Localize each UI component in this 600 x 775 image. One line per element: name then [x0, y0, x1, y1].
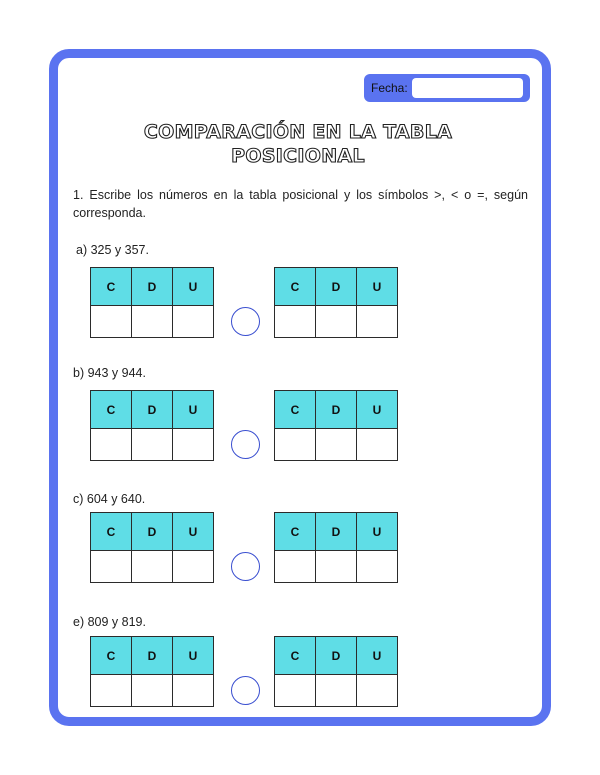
- exercise-a-symbol-circle[interactable]: [231, 307, 260, 336]
- date-box: [364, 74, 530, 102]
- answer-cell[interactable]: [275, 306, 316, 338]
- exercise-a-table-left: [90, 267, 214, 338]
- exercise-e-symbol-circle[interactable]: [231, 676, 260, 705]
- answer-cell[interactable]: [357, 306, 398, 338]
- exercise-b-table-left: [90, 390, 214, 461]
- exercise-c-label: c) 604 y 640.: [73, 492, 146, 506]
- header-u: U: [357, 513, 398, 551]
- exercise-b-table-right: [274, 390, 398, 461]
- page-title: [100, 120, 496, 168]
- answer-cell[interactable]: [316, 306, 357, 338]
- header-c: C: [275, 391, 316, 429]
- header-d: D: [132, 268, 173, 306]
- header-d: D: [316, 391, 357, 429]
- instruction-text: 1. Escribe los números en la tabla posicional y los símbolos >, < o =, según corresponda.: [73, 188, 528, 220]
- header-u: U: [357, 637, 398, 675]
- answer-cell[interactable]: [132, 675, 173, 707]
- answer-cell[interactable]: [91, 551, 132, 583]
- answer-cell[interactable]: [173, 675, 214, 707]
- answer-cell[interactable]: [91, 306, 132, 338]
- answer-cell[interactable]: [275, 429, 316, 461]
- exercise-c-table-left: [90, 512, 214, 583]
- header-c: C: [275, 268, 316, 306]
- exercise-a-label: a) 325 y 357.: [76, 243, 149, 257]
- answer-cell[interactable]: [357, 675, 398, 707]
- header-u: U: [173, 513, 214, 551]
- answer-cell[interactable]: [91, 675, 132, 707]
- header-c: C: [275, 637, 316, 675]
- answer-cell[interactable]: [91, 429, 132, 461]
- header-d: D: [316, 268, 357, 306]
- title-line-2: POSICIONAL: [231, 145, 365, 167]
- exercise-e-table-left: [90, 636, 214, 707]
- header-u: U: [173, 391, 214, 429]
- exercise-b-label: b) 943 y 944.: [73, 366, 146, 380]
- exercise-b-symbol-circle[interactable]: [231, 430, 260, 459]
- header-c: C: [91, 637, 132, 675]
- answer-cell[interactable]: [173, 306, 214, 338]
- header-u: U: [173, 637, 214, 675]
- exercise-c-symbol-circle[interactable]: [231, 552, 260, 581]
- header-c: C: [275, 513, 316, 551]
- answer-cell[interactable]: [132, 306, 173, 338]
- answer-cell[interactable]: [132, 429, 173, 461]
- header-d: D: [316, 637, 357, 675]
- date-label: Fecha:: [371, 81, 408, 95]
- exercise-e-table-right: [274, 636, 398, 707]
- title-line-1: COMPARACIÓN EN LA TABLA: [143, 121, 453, 143]
- header-u: U: [357, 268, 398, 306]
- exercise-c-table-right: [274, 512, 398, 583]
- answer-cell[interactable]: [275, 675, 316, 707]
- header-c: C: [91, 513, 132, 551]
- answer-cell[interactable]: [316, 551, 357, 583]
- answer-cell[interactable]: [173, 429, 214, 461]
- header-u: U: [357, 391, 398, 429]
- exercise-a-table-right: [274, 267, 398, 338]
- header-d: D: [316, 513, 357, 551]
- header-u: U: [173, 268, 214, 306]
- header-d: D: [132, 391, 173, 429]
- header-c: C: [91, 391, 132, 429]
- header-d: D: [132, 513, 173, 551]
- answer-cell[interactable]: [357, 429, 398, 461]
- exercise-e-label: e) 809 y 819.: [73, 615, 146, 629]
- answer-cell[interactable]: [275, 551, 316, 583]
- answer-cell[interactable]: [316, 429, 357, 461]
- header-d: D: [132, 637, 173, 675]
- answer-cell[interactable]: [132, 551, 173, 583]
- date-field[interactable]: [412, 78, 523, 98]
- answer-cell[interactable]: [316, 675, 357, 707]
- answer-cell[interactable]: [357, 551, 398, 583]
- answer-cell[interactable]: [173, 551, 214, 583]
- header-c: C: [91, 268, 132, 306]
